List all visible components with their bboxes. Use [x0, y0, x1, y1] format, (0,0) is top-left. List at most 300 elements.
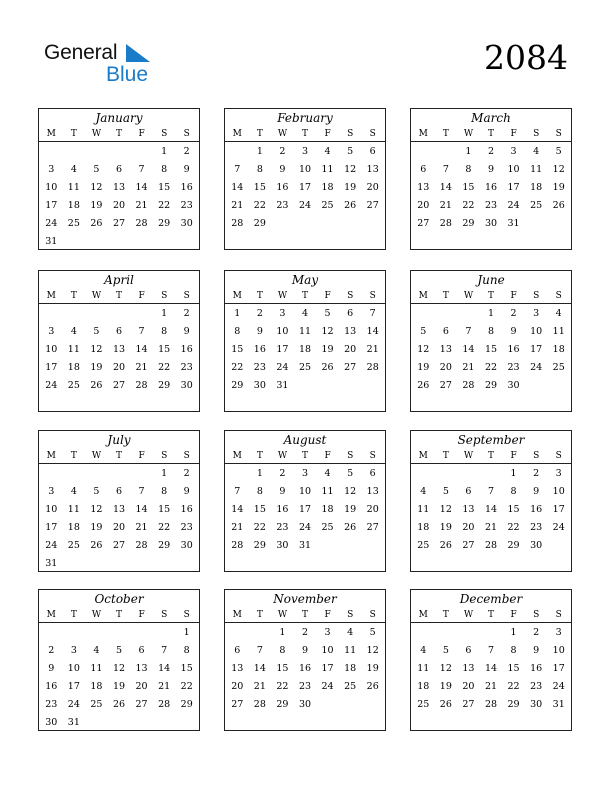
logo-triangle-icon	[124, 44, 150, 64]
day-cell: 5	[555, 146, 562, 157]
weekday-label: W	[91, 451, 102, 461]
day-cell: 7	[161, 645, 168, 656]
empty-cell	[108, 143, 131, 161]
day-cell: 26	[439, 540, 452, 551]
day-cell: 13	[366, 486, 379, 497]
day-cell: 14	[231, 504, 244, 515]
day-cell: 14	[135, 344, 148, 355]
day-cell: 15	[462, 182, 475, 193]
day-cell: 12	[90, 344, 103, 355]
day-grid	[39, 143, 199, 251]
month-november	[224, 589, 386, 731]
day-cell: 28	[366, 362, 379, 373]
month-name: June	[477, 273, 505, 287]
day-cell: 10	[507, 164, 520, 175]
day-cell: 24	[45, 380, 58, 391]
day-cell: 27	[112, 380, 126, 391]
month-august	[224, 430, 386, 572]
weekday-header	[39, 289, 199, 304]
day-cell: 3	[279, 308, 286, 319]
day-cell: 28	[462, 380, 475, 391]
day-cell: 5	[369, 627, 376, 638]
day-cell: 18	[67, 522, 80, 533]
day-cell: 5	[93, 326, 100, 337]
day-cell: 20	[417, 200, 430, 211]
day-cell: 15	[180, 663, 193, 674]
day-cell: 21	[484, 681, 498, 692]
day-cell: 22	[158, 362, 171, 373]
day-cell: 14	[135, 182, 148, 193]
day-cell: 13	[462, 663, 475, 674]
day-cell: 6	[465, 486, 472, 497]
weekday-label: M	[418, 451, 428, 461]
day-cell: 4	[70, 486, 77, 497]
day-cell: 27	[135, 699, 148, 710]
empty-cell	[40, 465, 63, 483]
day-cell: 4	[533, 146, 540, 157]
day-cell: 28	[158, 699, 171, 710]
day-cell: 11	[344, 645, 357, 656]
empty-cell	[85, 143, 108, 161]
day-cell: 27	[112, 540, 126, 551]
day-cell: 1	[183, 627, 190, 638]
day-cell: 7	[442, 164, 449, 175]
month-name: November	[273, 592, 337, 606]
day-cell: 13	[417, 182, 430, 193]
day-cell: 11	[417, 504, 430, 515]
day-cell: 9	[533, 645, 540, 656]
day-cell: 18	[344, 663, 357, 674]
weekday-label: F	[510, 291, 517, 301]
day-cell: 14	[158, 663, 171, 674]
day-cell: 1	[487, 308, 495, 319]
month-name: August	[283, 433, 327, 447]
day-cell: 18	[298, 344, 312, 355]
day-cell: 10	[67, 663, 80, 674]
day-cell: 6	[369, 146, 376, 157]
day-cell: 31	[45, 558, 58, 569]
day-cell: 2	[301, 627, 309, 638]
day-cell: 6	[420, 164, 427, 175]
day-cell: 8	[510, 486, 517, 497]
day-cell: 21	[253, 681, 266, 692]
empty-cell	[435, 143, 458, 161]
day-cell: 25	[344, 681, 357, 692]
day-cell: 7	[234, 164, 241, 175]
day-cell: 18	[67, 362, 80, 373]
day-cell: 8	[161, 164, 168, 175]
empty-cell	[412, 305, 435, 323]
day-cell: 30	[530, 699, 543, 710]
month-name: February	[277, 111, 333, 125]
day-cell: 31	[298, 540, 312, 551]
day-cell: 28	[231, 218, 244, 229]
weekday-label: S	[533, 610, 540, 620]
weekday-label: S	[533, 129, 540, 139]
day-cell: 6	[138, 645, 145, 656]
day-cell: 9	[533, 486, 540, 497]
day-cell: 19	[552, 182, 565, 193]
day-cell: 29	[484, 380, 498, 391]
day-cell: 27	[439, 380, 452, 391]
day-cell: 9	[279, 164, 286, 175]
day-cell: 30	[180, 218, 193, 229]
day-cell: 13	[231, 663, 244, 674]
month-december	[410, 589, 572, 731]
day-cell: 8	[510, 645, 517, 656]
day-cell: 12	[344, 164, 357, 175]
day-cell: 26	[90, 218, 103, 229]
day-cell: 18	[67, 200, 80, 211]
weekday-header	[39, 449, 199, 464]
day-cell: 25	[90, 699, 103, 710]
day-cell: 16	[530, 504, 543, 515]
weekday-label: T	[488, 129, 495, 139]
day-cell: 10	[552, 486, 565, 497]
general-blue-logo	[44, 40, 164, 88]
day-cell: 21	[366, 344, 379, 355]
day-cell: 17	[321, 663, 334, 674]
weekday-label: S	[555, 610, 562, 620]
weekday-label: M	[46, 129, 56, 139]
day-cell: 16	[507, 344, 520, 355]
day-cell: 16	[276, 504, 289, 515]
day-cell: 18	[321, 182, 334, 193]
day-cell: 7	[138, 486, 145, 497]
day-cell: 17	[276, 344, 289, 355]
weekday-label: T	[70, 129, 77, 139]
weekday-label: M	[418, 291, 428, 301]
day-cell: 16	[298, 663, 312, 674]
month-name: September	[457, 433, 525, 447]
day-cell: 15	[158, 344, 171, 355]
day-cell: 28	[484, 540, 498, 551]
empty-cell	[153, 624, 176, 642]
day-cell: 23	[253, 362, 266, 373]
day-cell: 17	[67, 681, 80, 692]
day-cell: 7	[487, 486, 495, 497]
weekday-header	[225, 608, 385, 623]
empty-cell	[435, 465, 458, 483]
day-cell: 8	[256, 164, 263, 175]
day-cell: 20	[462, 681, 475, 692]
empty-cell	[480, 465, 503, 483]
day-cell: 23	[276, 522, 289, 533]
day-cell: 16	[253, 344, 266, 355]
day-cell: 26	[112, 699, 126, 710]
day-cell: 19	[344, 504, 357, 515]
weekday-label: T	[70, 610, 77, 620]
weekday-label: S	[347, 291, 354, 301]
day-cell: 21	[231, 200, 244, 211]
day-cell: 1	[161, 146, 168, 157]
day-cell: 29	[253, 218, 266, 229]
day-cell: 14	[484, 663, 498, 674]
weekday-label: W	[463, 291, 474, 301]
weekday-label: S	[369, 291, 376, 301]
weekday-label: F	[324, 451, 331, 461]
day-grid	[39, 624, 199, 732]
day-cell: 17	[45, 200, 58, 211]
day-cell: 12	[417, 344, 430, 355]
month-july	[38, 430, 200, 572]
day-cell: 1	[161, 468, 168, 479]
day-cell: 26	[439, 699, 452, 710]
weekday-label: F	[324, 291, 331, 301]
day-cell: 16	[180, 182, 193, 193]
day-cell: 7	[138, 164, 145, 175]
day-cell: 12	[112, 663, 126, 674]
empty-cell	[226, 465, 249, 483]
day-cell: 23	[530, 681, 543, 692]
weekday-label: T	[116, 291, 123, 301]
day-cell: 29	[158, 218, 171, 229]
weekday-header	[411, 449, 571, 464]
day-cell: 4	[555, 308, 562, 319]
day-cell: 24	[298, 200, 312, 211]
day-cell: 11	[321, 486, 334, 497]
month-name: April	[104, 273, 134, 287]
day-cell: 15	[231, 344, 244, 355]
day-cell: 20	[366, 504, 379, 515]
weekday-label: T	[442, 610, 449, 620]
day-cell: 29	[231, 380, 244, 391]
day-cell: 28	[135, 540, 148, 551]
day-cell: 22	[276, 681, 289, 692]
day-cell: 16	[45, 681, 58, 692]
weekday-label: T	[488, 451, 495, 461]
day-cell: 9	[183, 326, 190, 337]
weekday-label: F	[138, 610, 145, 620]
day-cell: 9	[183, 486, 190, 497]
weekday-label: T	[302, 129, 309, 139]
day-cell: 20	[135, 681, 148, 692]
day-cell: 11	[298, 326, 312, 337]
day-cell: 1	[256, 468, 263, 479]
day-cell: 15	[507, 663, 520, 674]
empty-cell	[85, 465, 108, 483]
day-cell: 8	[256, 486, 263, 497]
day-cell: 10	[45, 344, 58, 355]
day-cell: 22	[158, 200, 171, 211]
day-cell: 13	[112, 182, 126, 193]
day-cell: 27	[462, 540, 475, 551]
day-cell: 30	[253, 380, 266, 391]
day-cell: 30	[180, 380, 193, 391]
day-grid	[225, 624, 385, 714]
month-march	[410, 108, 572, 250]
month-name: October	[94, 592, 144, 606]
logo-text-general: General	[44, 41, 118, 64]
weekday-label: T	[116, 129, 123, 139]
day-cell: 6	[115, 486, 123, 497]
day-cell: 21	[462, 362, 475, 373]
day-cell: 28	[135, 380, 148, 391]
day-cell: 6	[442, 326, 449, 337]
day-cell: 18	[321, 504, 334, 515]
month-may	[224, 270, 386, 412]
day-cell: 14	[253, 663, 266, 674]
empty-cell	[457, 465, 480, 483]
day-cell: 19	[417, 362, 430, 373]
day-cell: 18	[552, 344, 565, 355]
weekday-label: S	[183, 129, 190, 139]
day-cell: 24	[67, 699, 80, 710]
month-name: March	[471, 111, 511, 125]
day-cell: 10	[321, 645, 334, 656]
day-cell: 28	[253, 699, 266, 710]
day-cell: 15	[158, 504, 171, 515]
day-cell: 25	[67, 380, 80, 391]
day-cell: 23	[180, 362, 193, 373]
empty-cell	[108, 305, 131, 323]
day-cell: 17	[507, 182, 520, 193]
weekday-label: M	[232, 291, 242, 301]
day-grid	[411, 465, 571, 555]
day-cell: 5	[420, 326, 427, 337]
day-cell: 15	[253, 504, 266, 515]
day-cell: 25	[321, 200, 334, 211]
weekday-label: S	[347, 129, 354, 139]
day-cell: 5	[347, 146, 354, 157]
weekday-label: W	[277, 291, 288, 301]
month-september	[410, 430, 572, 572]
day-cell: 10	[298, 164, 312, 175]
empty-cell	[40, 305, 63, 323]
weekday-label: W	[277, 610, 288, 620]
day-cell: 9	[510, 326, 517, 337]
day-cell: 27	[112, 218, 126, 229]
day-cell: 20	[112, 362, 126, 373]
weekday-label: S	[347, 451, 354, 461]
weekday-label: S	[369, 610, 376, 620]
day-cell: 18	[90, 681, 103, 692]
day-cell: 7	[138, 326, 145, 337]
empty-cell	[435, 305, 458, 323]
weekday-label: S	[347, 610, 354, 620]
day-cell: 5	[93, 164, 100, 175]
day-cell: 4	[70, 326, 77, 337]
day-cell: 6	[347, 308, 354, 319]
empty-cell	[63, 143, 86, 161]
day-cell: 4	[324, 146, 331, 157]
day-cell: 15	[158, 182, 171, 193]
day-cell: 6	[234, 645, 241, 656]
day-cell: 29	[276, 699, 289, 710]
day-cell: 22	[231, 362, 244, 373]
day-cell: 17	[45, 522, 58, 533]
day-cell: 25	[552, 362, 565, 373]
weekday-label: F	[324, 129, 331, 139]
weekday-label: T	[488, 291, 495, 301]
empty-cell	[249, 624, 272, 642]
day-cell: 20	[112, 522, 126, 533]
day-cell: 21	[439, 200, 452, 211]
day-cell: 27	[344, 362, 357, 373]
empty-cell	[412, 143, 435, 161]
day-cell: 17	[530, 344, 543, 355]
weekday-label: T	[116, 451, 123, 461]
day-cell: 1	[279, 627, 286, 638]
empty-cell	[63, 465, 86, 483]
day-cell: 19	[90, 522, 103, 533]
day-cell: 2	[48, 645, 55, 656]
weekday-header	[225, 127, 385, 142]
day-cell: 18	[530, 182, 543, 193]
day-cell: 20	[231, 681, 244, 692]
day-cell: 12	[439, 504, 452, 515]
weekday-header	[411, 289, 571, 304]
day-cell: 16	[180, 504, 193, 515]
day-cell: 14	[462, 344, 475, 355]
day-cell: 11	[530, 164, 543, 175]
weekday-label: S	[161, 129, 168, 139]
day-cell: 25	[530, 200, 543, 211]
day-cell: 11	[90, 663, 103, 674]
empty-cell	[412, 624, 435, 642]
day-cell: 4	[420, 645, 427, 656]
empty-cell	[480, 624, 503, 642]
weekday-header	[225, 289, 385, 304]
day-cell: 14	[366, 326, 379, 337]
day-cell: 5	[347, 468, 354, 479]
empty-cell	[108, 465, 131, 483]
day-cell: 5	[324, 308, 331, 319]
day-cell: 31	[552, 699, 565, 710]
day-cell: 22	[462, 200, 475, 211]
weekday-label: S	[555, 129, 562, 139]
day-cell: 20	[366, 182, 379, 193]
day-cell: 19	[439, 681, 452, 692]
day-cell: 26	[90, 540, 103, 551]
day-cell: 10	[298, 486, 312, 497]
month-april	[38, 270, 200, 412]
day-cell: 2	[183, 308, 190, 319]
day-cell: 22	[484, 362, 498, 373]
empty-cell	[40, 624, 63, 642]
day-cell: 26	[552, 200, 565, 211]
day-cell: 3	[48, 486, 55, 497]
day-cell: 2	[183, 468, 190, 479]
weekday-label: M	[418, 610, 428, 620]
day-cell: 10	[276, 326, 289, 337]
day-cell: 5	[442, 645, 449, 656]
day-cell: 4	[301, 308, 309, 319]
day-cell: 9	[256, 326, 263, 337]
weekday-label: M	[46, 451, 56, 461]
day-cell: 19	[366, 663, 379, 674]
day-cell: 12	[344, 486, 357, 497]
day-cell: 17	[298, 182, 312, 193]
day-cell: 22	[507, 681, 520, 692]
day-cell: 20	[344, 344, 357, 355]
empty-cell	[63, 624, 86, 642]
empty-cell	[85, 305, 108, 323]
day-cell: 31	[276, 380, 289, 391]
day-cell: 24	[507, 200, 520, 211]
empty-cell	[130, 143, 153, 161]
day-cell: 25	[417, 699, 430, 710]
day-cell: 29	[158, 540, 171, 551]
year-title: 2084	[484, 38, 568, 77]
day-cell: 22	[253, 200, 266, 211]
empty-cell	[130, 465, 153, 483]
empty-cell	[130, 305, 153, 323]
day-cell: 20	[462, 522, 475, 533]
day-cell: 8	[183, 645, 190, 656]
day-cell: 24	[552, 681, 565, 692]
day-cell: 3	[70, 645, 77, 656]
